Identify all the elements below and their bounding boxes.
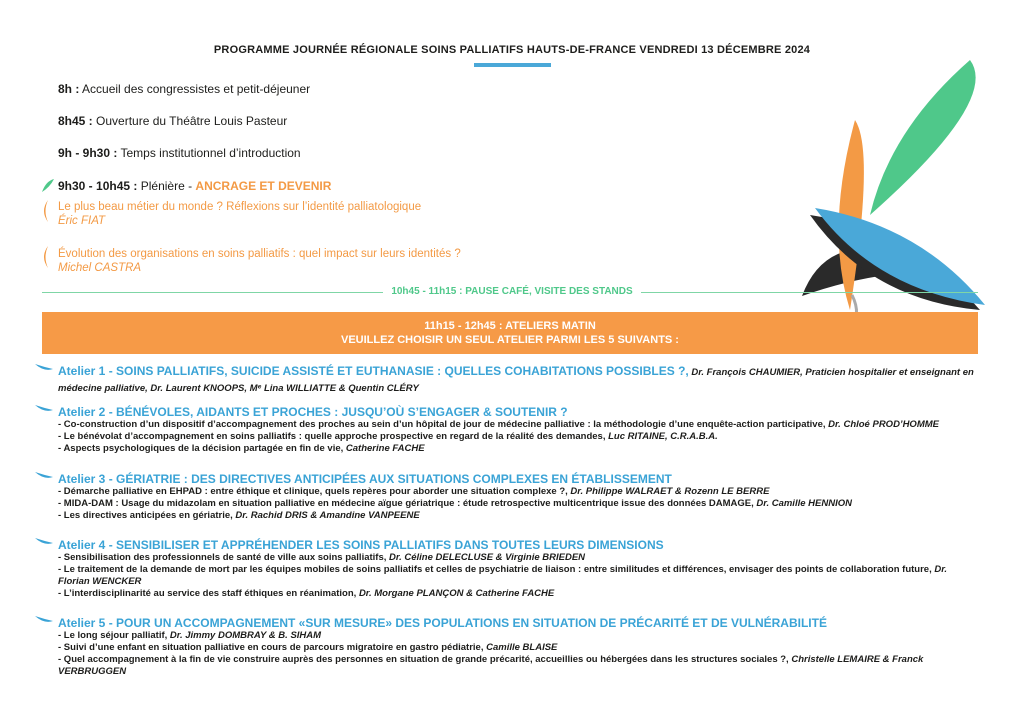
orange-leaf-icon: [40, 245, 50, 269]
talk-identite-palliatologique: Le plus beau métier du monde ? Réflexions sur l’identité palliatologique Éric FIAT: [58, 201, 422, 227]
pause-cafe: 10h45 - 11h15 : PAUSE CAFÉ, VISITE DES STANDS: [0, 286, 1024, 297]
schedule-item-accueil: 8h : Accueil des congressistes et petit-déjeuner: [58, 82, 311, 96]
page-title: PROGRAMME JOURNÉE RÉGIONALE SOINS PALLIATIFS HAUTS-DE-FRANCE VENDREDI 13 DÉCEMBRE 2024: [213, 44, 811, 56]
list-item: - Sensibilisation des professionnels de santé de ville aux soins palliatifs, Dr. Céline DELECLUSE & Virginie BRIEDEN: [58, 552, 586, 563]
schedule-item-pleniere: 9h30 - 10h45 : Plénière - ANCRAGE ET DEVENIR: [58, 179, 332, 193]
list-item: - MIDA-DAM : Usage du midazolam en situation palliative en médecine aïgue gériatrique : étude retrospective multicentrique issue des données DAMAGE, Dr. Camille HENNION: [58, 498, 852, 509]
title-underline: [474, 63, 551, 67]
blue-leaf-icon: [34, 470, 54, 480]
blue-leaf-icon: [34, 614, 54, 624]
orange-leaf-icon: [40, 199, 50, 223]
blue-leaf-icon: [34, 362, 54, 372]
list-item: - Aspects psychologiques de la décision partagée en fin de vie, Catherine FACHE: [58, 443, 425, 454]
list-item: - Le long séjour palliatif, Dr. Jimmy DOMBRAY & B. SIHAM: [58, 630, 322, 641]
list-item: - Suivi d’une enfant en situation palliative en cours de parcours migratoire en gastro pédiatrie, Camille BLAISE: [58, 642, 558, 653]
atelier-3: Atelier 3 - GÉRIATRIE : DES DIRECTIVES ANTICIPÉES AUX SITUATIONS COMPLEXES EN ÉTABLISSEMENT - Démarche palliative en EHPAD : entre éthique et clinique, quels repères pour aborder une situation complexe ?, Dr. Philippe WALRAET & Rozenn LE BERRE - MIDA-DAM : Usage du midazolam en situation palliative en médecine aïgue gériatrique : étude retrospective multicentrique issue des données DAMAGE, Dr. Camille HENNION - Les directives anticipées en gériatrie, Dr. Rachid DRIS & Amandine VANPEENE: [58, 472, 980, 522]
list-item: - L’interdisciplinarité au service des staff éthiques en réanimation, Dr. Morgane PLANÇON & Catherine FACHE: [58, 588, 555, 599]
list-item: - Co-construction d’un dispositif d’accompagnement des proches au sein d’un hôpital de jour de médecine palliative : la méthodologie d’une enquête-action participative, Dr. Chloé PROD’HOMME: [58, 419, 939, 430]
atelier-5: Atelier 5 - POUR UN ACCOMPAGNEMENT «SUR MESURE» DES POPULATIONS EN SITUATION DE PRÉCARITÉ ET DE VULNÉRABILITÉ - Le long séjour palliatif, Dr. Jimmy DOMBRAY & B. SIHAM - Suivi d’une enfant en situation palliative en cours de parcours migratoire en gastro pédiatrie, Camille BLAISE - Quel accompagnement à la fin de vie construire auprès des personnes en situation de grande précarité, accueillies ou hébergées dans les structures sociales ?, Christelle LEMAIRE & Franck VERBRUGGEN: [58, 616, 980, 678]
atelier-4: Atelier 4 - SENSIBILISER ET APPRÉHENDER LES SOINS PALLIATIFS DANS TOUTES LEURS DIMENSIONS - Sensibilisation des professionnels de santé de ville aux soins palliatifs, Dr. Céline DELECLUSE & Virginie BRIEDEN - Le traitement de la demande de mort par les équipes mobiles de soins palliatifs et celles de psychiatrie de liaison : entre similitudes et différences, envisager des points de collaboration future, Dr. Florian WENCKER - L’interdisciplinarité au service des staff éthiques en réanimation, Dr. Morgane PLANÇON & Catherine FACHE: [58, 538, 980, 600]
green-leaf-icon: [40, 178, 56, 194]
blue-leaf-icon: [34, 536, 54, 546]
list-item: - Les directives anticipées en gériatrie, Dr. Rachid DRIS & Amandine VANPEENE: [58, 510, 420, 521]
atelier-1: Atelier 1 - SOINS PALLIATIFS, SUICIDE ASSISTÉ ET EUTHANASIE : QUELLES COHABITATIONS POSSIBLES ?, Dr. François CHAUMIER, Praticien hospitalier et enseignant en médecine palliative, Dr. Laurent KNOOPS, Mᵉ Lina WILLIATTE & Quentin CLÉRY: [58, 364, 974, 394]
list-item: - Démarche palliative en EHPAD : entre éthique et clinique, quels repères pour aborder une situation complexe ?, Dr. Philippe WALRAET & Rozenn LE BERRE: [58, 486, 770, 497]
ateliers-banner: 11h15 - 12h45 : ATELIERS MATIN VEUILLEZ CHOISIR UN SEUL ATELIER PARMI LES 5 SUIVANTS :: [42, 312, 978, 354]
atelier-2: Atelier 2 - BÉNÉVOLES, AIDANTS ET PROCHES : JUSQU’OÙ S’ENGAGER & SOUTENIR ? - Co-construction d’un dispositif d’accompagnement des proches au sein d’un hôpital de jour de médecine palliative : la méthodologie d’une enquête-action participative, Dr. Chloé PROD’HOMME - Le bénévolat d’accompagnement en soins palliatifs : quelle approche prospective en regard de la réalité des demandes, Luc RITAINE, C.R.A.B.A. - Aspects psychologiques de la décision partagée en fin de vie, Catherine FACHE: [58, 405, 980, 455]
schedule-item-introduction: 9h - 9h30 : Temps institutionnel d’introduction: [58, 146, 301, 160]
blue-leaf-icon: [34, 403, 54, 413]
schedule-item-ouverture: 8h45 : Ouverture du Théâtre Louis Pasteur: [58, 114, 288, 128]
talk-organisations: Évolution des organisations en soins palliatifs : quel impact sur leurs identités ? Michel CASTRA: [58, 248, 461, 274]
list-item: - Le bénévolat d’accompagnement en soins palliatifs : quelle approche prospective en regard de la réalité des demandes, Luc RITAINE, C.R.A.B.A.: [58, 431, 718, 442]
list-item: - Quel accompagnement à la fin de vie construire auprès des personnes en situation de grande précarité, accueillies ou hébergées dans les structures sociales ?, Christelle LEMAIRE & Franck VERBRUGGEN: [58, 654, 924, 677]
list-item: - Le traitement de la demande de mort par les équipes mobiles de soins palliatifs et celles de psychiatrie de liaison : entre similitudes et différences, envisager des points de collaboration future, Dr. Florian WENCKER: [58, 564, 948, 587]
